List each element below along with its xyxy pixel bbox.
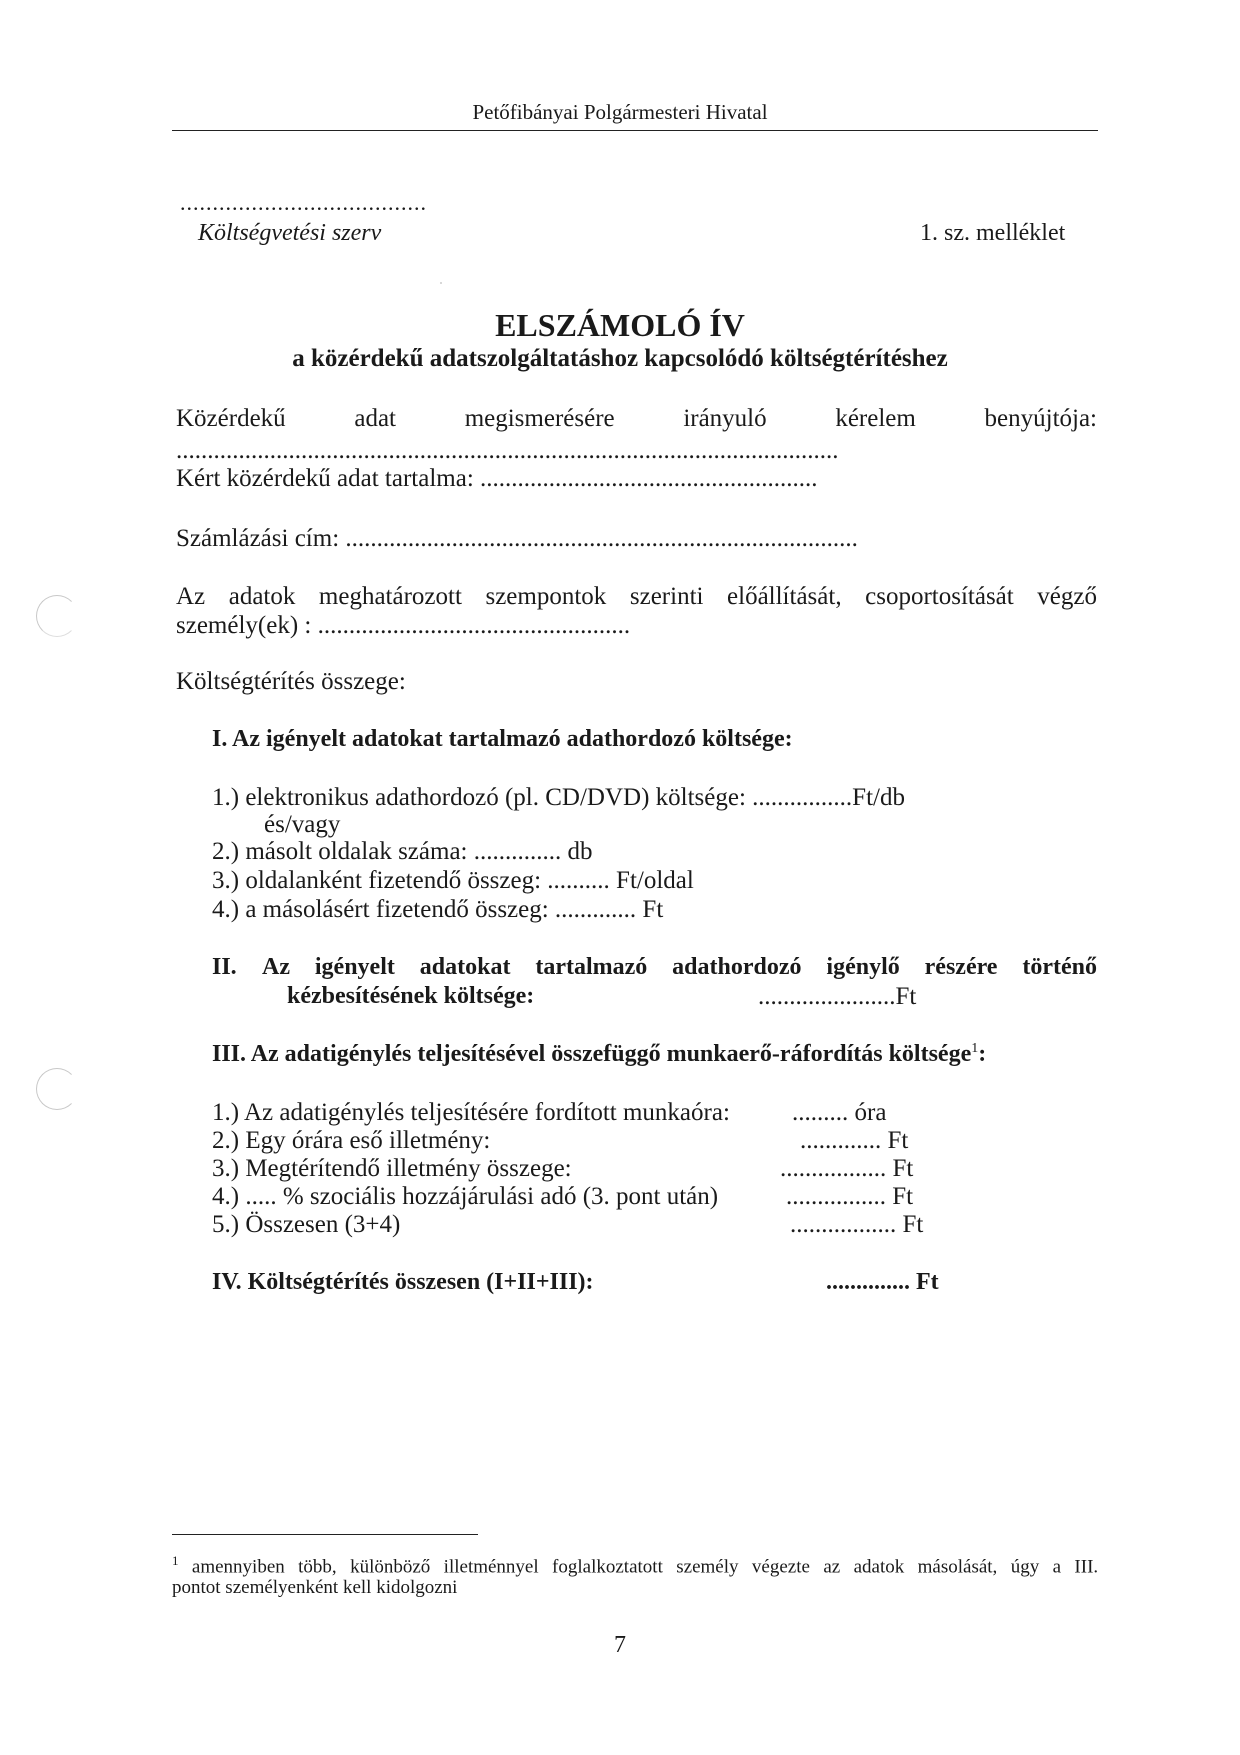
section-3-heading-colon: : [978,1041,987,1067]
word: igénylő [826,954,900,980]
persons-field: személy(ek) : .................................................. [176,612,631,639]
section-1-item: 3.) oldalanként fizetendő összeg: .......... Ft/oldal [212,867,694,894]
form-subtitle: a közérdekű adatszolgáltatáshoz kapcsolódó költségtérítéshez [292,345,948,372]
submitter-fill-line: .......................................................................................................... [176,437,839,464]
word: a [1052,1556,1062,1578]
section-4-label: IV. Költségtérítés összesen (I+II+III): [212,1269,594,1295]
section-1-heading: I. Az igényelt adatokat tartalmazó adathordozó költsége: [212,726,793,752]
word: foglalkoztatott [552,1556,663,1578]
section-1-item: és/vagy [264,811,341,838]
word: részére [924,954,998,980]
section-2-label: kézbesítésének költsége: [287,983,535,1009]
word: előállítását, [727,583,842,610]
word: III. [1074,1556,1099,1578]
section-3-item-value: ......... óra [792,1099,887,1126]
word: szempontok [485,583,607,610]
word: igényelt [314,954,395,980]
word: Az [262,954,290,980]
section-3-item-value: ............. Ft [800,1127,909,1154]
footnote-mark: 1 [172,1553,179,1568]
word: adatok [853,1556,905,1578]
section-1-item: 4.) a másolásért fizetendő összeg: ............. Ft [212,896,664,923]
form-title: ELSZÁMOLÓ ÍV [495,307,745,343]
footnote-line-2: pontot személyenként kell kidolgozni [172,1577,458,1598]
footnote-rule [172,1534,478,1535]
section-3-item-label: 4.) ..... % szociális hozzájárulási adó (3. pont után) [212,1183,719,1210]
section-2-line [262,954,1097,981]
word: Közérdekű [176,405,286,432]
word: különböző [350,1556,431,1578]
org-label: Költségvetési szerv [198,220,382,246]
footnote-reference: 1 [971,1041,979,1056]
word: benyújtója: [984,405,1098,432]
punch-hole-mark [36,595,78,637]
section-3-item-value: ................. Ft [780,1155,914,1182]
word: meghatározott [318,583,462,610]
section-1-item: 1.) elektronikus adathordozó (pl. CD/DVD) költsége: ................Ft/db [212,784,905,811]
requested-content-field: Kért közérdekű adat tartalma: ...................................................... [176,465,818,492]
total-label: Költségtérítés összege: [176,668,406,695]
section-3-item-value: ................ Ft [786,1183,914,1210]
punch-hole-mark [36,1068,78,1110]
word: kérelem [835,405,916,432]
section-2-value: ......................Ft [758,983,917,1010]
word: szerinti [629,583,704,610]
word: megismerésére [464,405,615,432]
section-3-item-label: 1.) Az adatigénylés teljesítésére fordított munkaóra: [212,1099,730,1126]
word: adatokat [419,954,511,980]
section-2-number: II. [212,954,237,980]
page-number: 7 [614,1632,626,1658]
section-3-item-value: ................. Ft [790,1211,924,1238]
word: amennyiben [191,1556,285,1578]
header-rule [172,130,1098,131]
section-3-heading-text: III. Az adatigénylés teljesítésével összefüggő munkaerő-ráfordítás költsége [212,1041,972,1067]
section-3-item-label: 5.) Összesen (3+4) [212,1211,401,1238]
word: adat [354,405,396,432]
section-3-item-label: 2.) Egy órára eső illetmény: [212,1127,491,1154]
word: végezte [751,1556,810,1578]
word: illetménnyel [443,1556,539,1578]
document-header: Petőfibányai Polgármesteri Hivatal [472,100,768,124]
footnote-line-1 [172,1553,1098,1578]
word: úgy [1010,1556,1040,1578]
scan-speck [440,282,442,284]
word: adatok [228,583,296,610]
submitter-label-line [176,405,1097,433]
word: történő [1022,954,1097,980]
section-3-item-label: 3.) Megtérítendő illetmény összege: [212,1155,572,1182]
section-3-heading [212,1041,986,1068]
section-4-value: .............. Ft [826,1269,939,1295]
org-fill-line: ...................................... [180,190,427,215]
persons-label-line [176,583,1097,611]
word: tartalmazó [535,954,648,980]
word: az [823,1556,841,1578]
annex-label: 1. sz. melléklet [920,220,1066,246]
word: irányuló [683,405,767,432]
word: Az [176,583,206,610]
billing-address-field: Számlázási cím: .................................................................................. [176,525,858,552]
word: adathordozó [672,954,802,980]
word: több, [298,1556,337,1578]
section-1-item: 2.) másolt oldalak száma: .............. db [212,838,593,865]
word: csoportosítását [865,583,1014,610]
word: végző [1037,583,1097,610]
word: másolását, [917,1556,998,1578]
word: személy [676,1556,739,1578]
